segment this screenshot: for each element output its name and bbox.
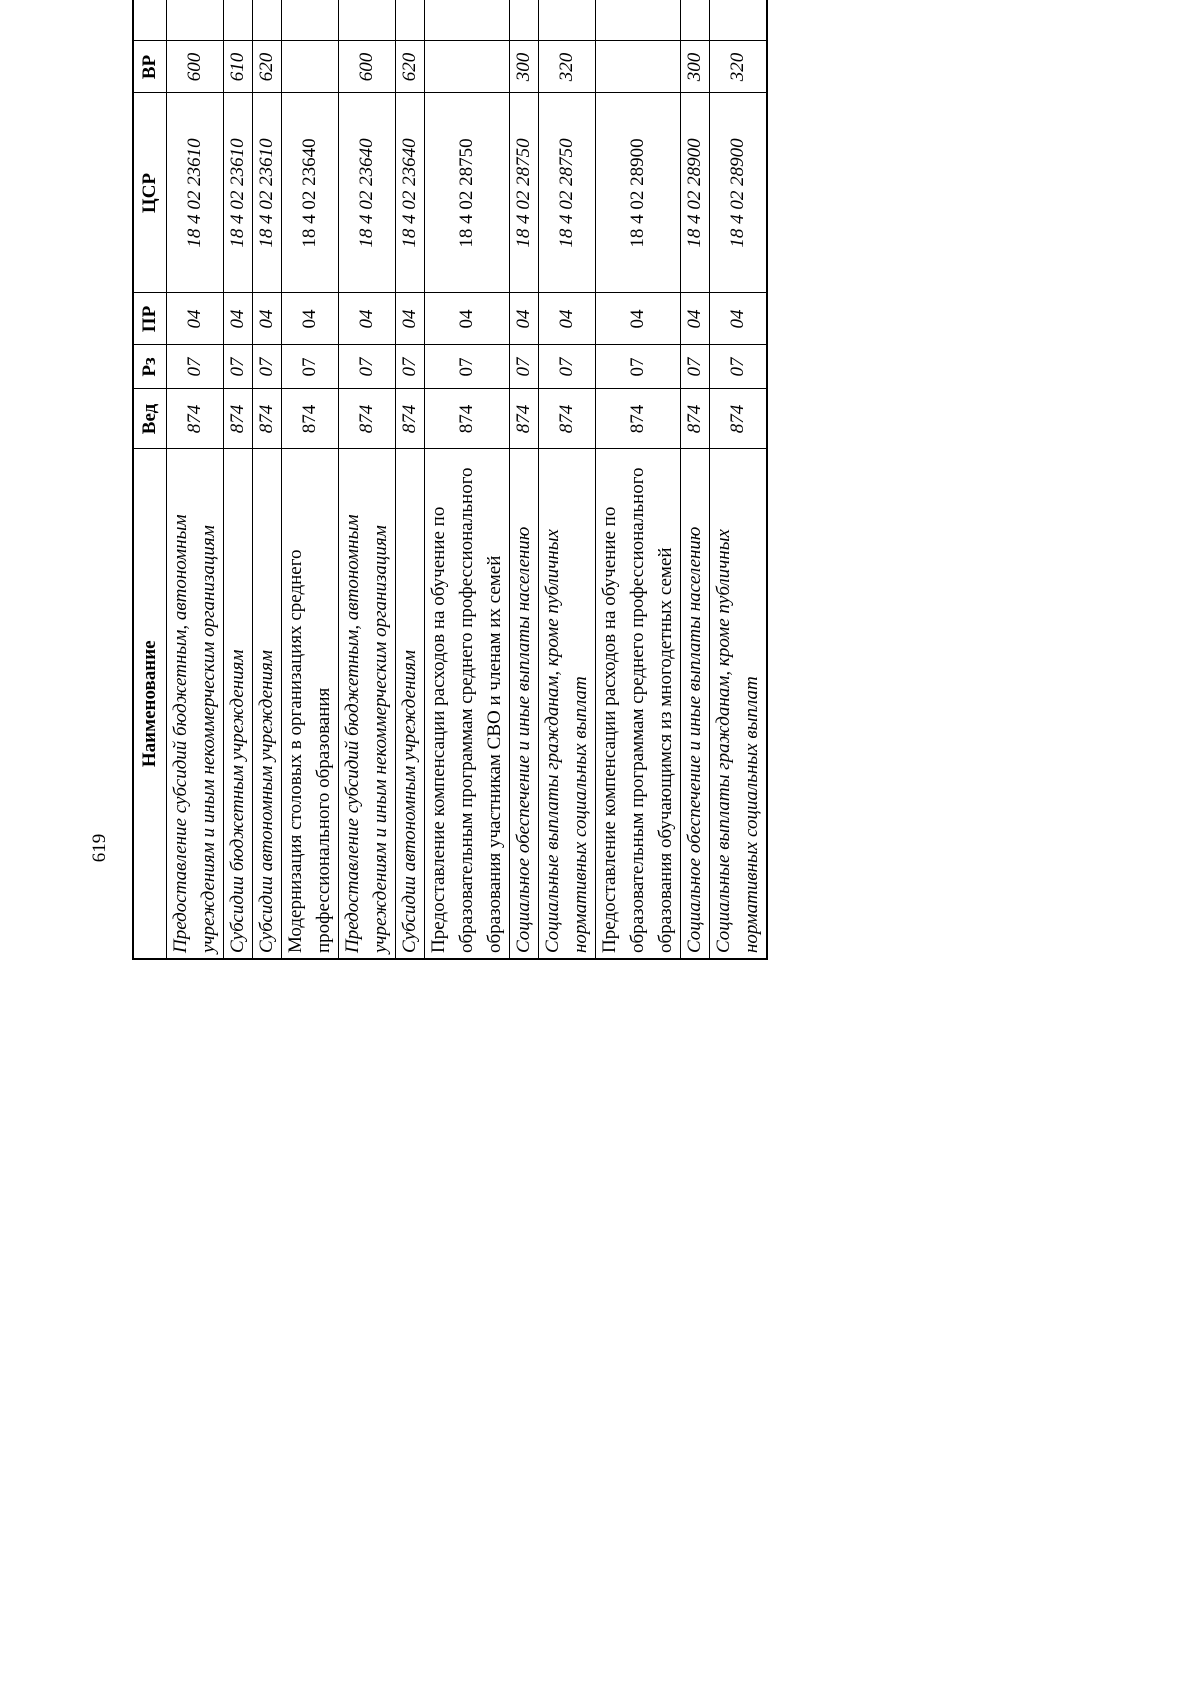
cell-rz: 07 xyxy=(224,345,253,389)
cell-pr: 04 xyxy=(396,293,425,345)
cell-csr: 18 4 02 23610 xyxy=(224,93,253,293)
cell-y2024 xyxy=(339,0,396,41)
cell-rz: 07 xyxy=(510,345,539,389)
table-row xyxy=(681,0,710,959)
cell-csr: 18 4 02 23640 xyxy=(339,93,396,293)
cell-vr xyxy=(425,41,510,93)
cell-pr: 04 xyxy=(253,293,282,345)
table-header-row xyxy=(133,0,167,959)
cell-rz: 07 xyxy=(396,345,425,389)
cell-csr: 18 4 02 23640 xyxy=(282,93,339,293)
cell-ved: 874 xyxy=(539,389,596,449)
cell-pr: 04 xyxy=(710,293,768,345)
cell-ved: 874 xyxy=(425,389,510,449)
cell-rz: 07 xyxy=(282,345,339,389)
budget-table-container xyxy=(132,0,932,960)
table-row xyxy=(710,0,768,959)
column-header-vr: ВР xyxy=(133,41,167,93)
table-row xyxy=(539,0,596,959)
cell-name: Субсидии автономным учреждениям xyxy=(253,449,282,959)
cell-y2024 xyxy=(167,0,224,41)
cell-vr xyxy=(282,41,339,93)
table-row xyxy=(510,0,539,959)
cell-ved: 874 xyxy=(710,389,768,449)
table-row xyxy=(596,0,681,959)
table-row xyxy=(253,0,282,959)
cell-csr: 18 4 02 23640 xyxy=(396,93,425,293)
cell-pr: 04 xyxy=(339,293,396,345)
cell-vr: 600 xyxy=(167,41,224,93)
cell-ved: 874 xyxy=(339,389,396,449)
cell-rz: 07 xyxy=(710,345,768,389)
cell-rz: 07 xyxy=(596,345,681,389)
budget-table xyxy=(132,0,768,960)
column-header-pr: ПР xyxy=(133,293,167,345)
column-header-ved: Вед xyxy=(133,389,167,449)
cell-csr: 18 4 02 28900 xyxy=(710,93,768,293)
cell-csr: 18 4 02 28900 xyxy=(681,93,710,293)
column-header-name: Наименование xyxy=(133,449,167,959)
cell-vr xyxy=(596,41,681,93)
cell-rz: 07 xyxy=(253,345,282,389)
cell-rz: 07 xyxy=(167,345,224,389)
cell-y2024 xyxy=(539,0,596,41)
page-number: 619 xyxy=(89,833,110,863)
cell-name: Субсидии автономным учреждениям xyxy=(396,449,425,959)
cell-y2024 xyxy=(282,0,339,41)
cell-y2024 xyxy=(710,0,768,41)
cell-name: Предоставление компенсации расходов на обучение по образовательным программам среднего профессионального образования обучающимся из многодетных семей xyxy=(596,449,681,959)
cell-csr: 18 4 02 28750 xyxy=(539,93,596,293)
cell-pr: 04 xyxy=(224,293,253,345)
cell-rz: 07 xyxy=(425,345,510,389)
table-row xyxy=(282,0,339,959)
cell-vr: 600 xyxy=(339,41,396,93)
cell-vr: 620 xyxy=(253,41,282,93)
cell-y2024 xyxy=(596,0,681,41)
cell-name: Модернизация столовых в организациях среднего профессионального образования xyxy=(282,449,339,959)
column-header-csr: ЦСР xyxy=(133,93,167,293)
cell-vr: 620 xyxy=(396,41,425,93)
cell-pr: 04 xyxy=(510,293,539,345)
cell-ved: 874 xyxy=(396,389,425,449)
cell-vr: 610 xyxy=(224,41,253,93)
cell-rz: 07 xyxy=(681,345,710,389)
cell-pr: 04 xyxy=(425,293,510,345)
cell-y2024 xyxy=(253,0,282,41)
cell-ved: 874 xyxy=(510,389,539,449)
cell-vr: 320 xyxy=(710,41,768,93)
cell-y2024 xyxy=(396,0,425,41)
cell-ved: 874 xyxy=(253,389,282,449)
cell-pr: 04 xyxy=(681,293,710,345)
cell-pr: 04 xyxy=(596,293,681,345)
cell-name: Социальное обеспечение и иные выплаты населению xyxy=(510,449,539,959)
cell-name: Социальные выплаты гражданам, кроме публичных нормативных социальных выплат xyxy=(710,449,768,959)
cell-rz: 07 xyxy=(339,345,396,389)
table-row xyxy=(167,0,224,959)
table-body xyxy=(167,0,768,959)
cell-ved: 874 xyxy=(167,389,224,449)
table-row xyxy=(425,0,510,959)
table-row xyxy=(224,0,253,959)
cell-name: Субсидии бюджетным учреждениям xyxy=(224,449,253,959)
cell-name: Социальное обеспечение и иные выплаты населению xyxy=(681,449,710,959)
cell-ved: 874 xyxy=(681,389,710,449)
table-row xyxy=(396,0,425,959)
cell-csr: 18 4 02 23610 xyxy=(253,93,282,293)
cell-pr: 04 xyxy=(282,293,339,345)
cell-name: Предоставление субсидий бюджетным, автономным учреждениям и иным некоммерческим организациям xyxy=(339,449,396,959)
cell-ved: 874 xyxy=(596,389,681,449)
cell-csr: 18 4 02 28900 xyxy=(596,93,681,293)
cell-csr: 18 4 02 23610 xyxy=(167,93,224,293)
cell-pr: 04 xyxy=(167,293,224,345)
cell-vr: 300 xyxy=(681,41,710,93)
table-row xyxy=(339,0,396,959)
cell-vr: 300 xyxy=(510,41,539,93)
cell-rz: 07 xyxy=(539,345,596,389)
cell-y2024 xyxy=(224,0,253,41)
cell-name: Социальные выплаты гражданам, кроме публичных нормативных социальных выплат xyxy=(539,449,596,959)
cell-csr: 18 4 02 28750 xyxy=(425,93,510,293)
cell-csr: 18 4 02 28750 xyxy=(510,93,539,293)
column-header-2024 xyxy=(133,0,167,41)
cell-name: Предоставление субсидий бюджетным, автономным учреждениям и иным некоммерческим организациям xyxy=(167,449,224,959)
cell-y2024 xyxy=(425,0,510,41)
cell-y2024 xyxy=(510,0,539,41)
cell-name: Предоставление компенсации расходов на обучение по образовательным программам среднего профессионального образования участникам СВО и членам их семей xyxy=(425,449,510,959)
cell-ved: 874 xyxy=(224,389,253,449)
cell-pr: 04 xyxy=(539,293,596,345)
cell-y2024 xyxy=(681,0,710,41)
cell-ved: 874 xyxy=(282,389,339,449)
column-header-rz: Рз xyxy=(133,345,167,389)
cell-vr: 320 xyxy=(539,41,596,93)
